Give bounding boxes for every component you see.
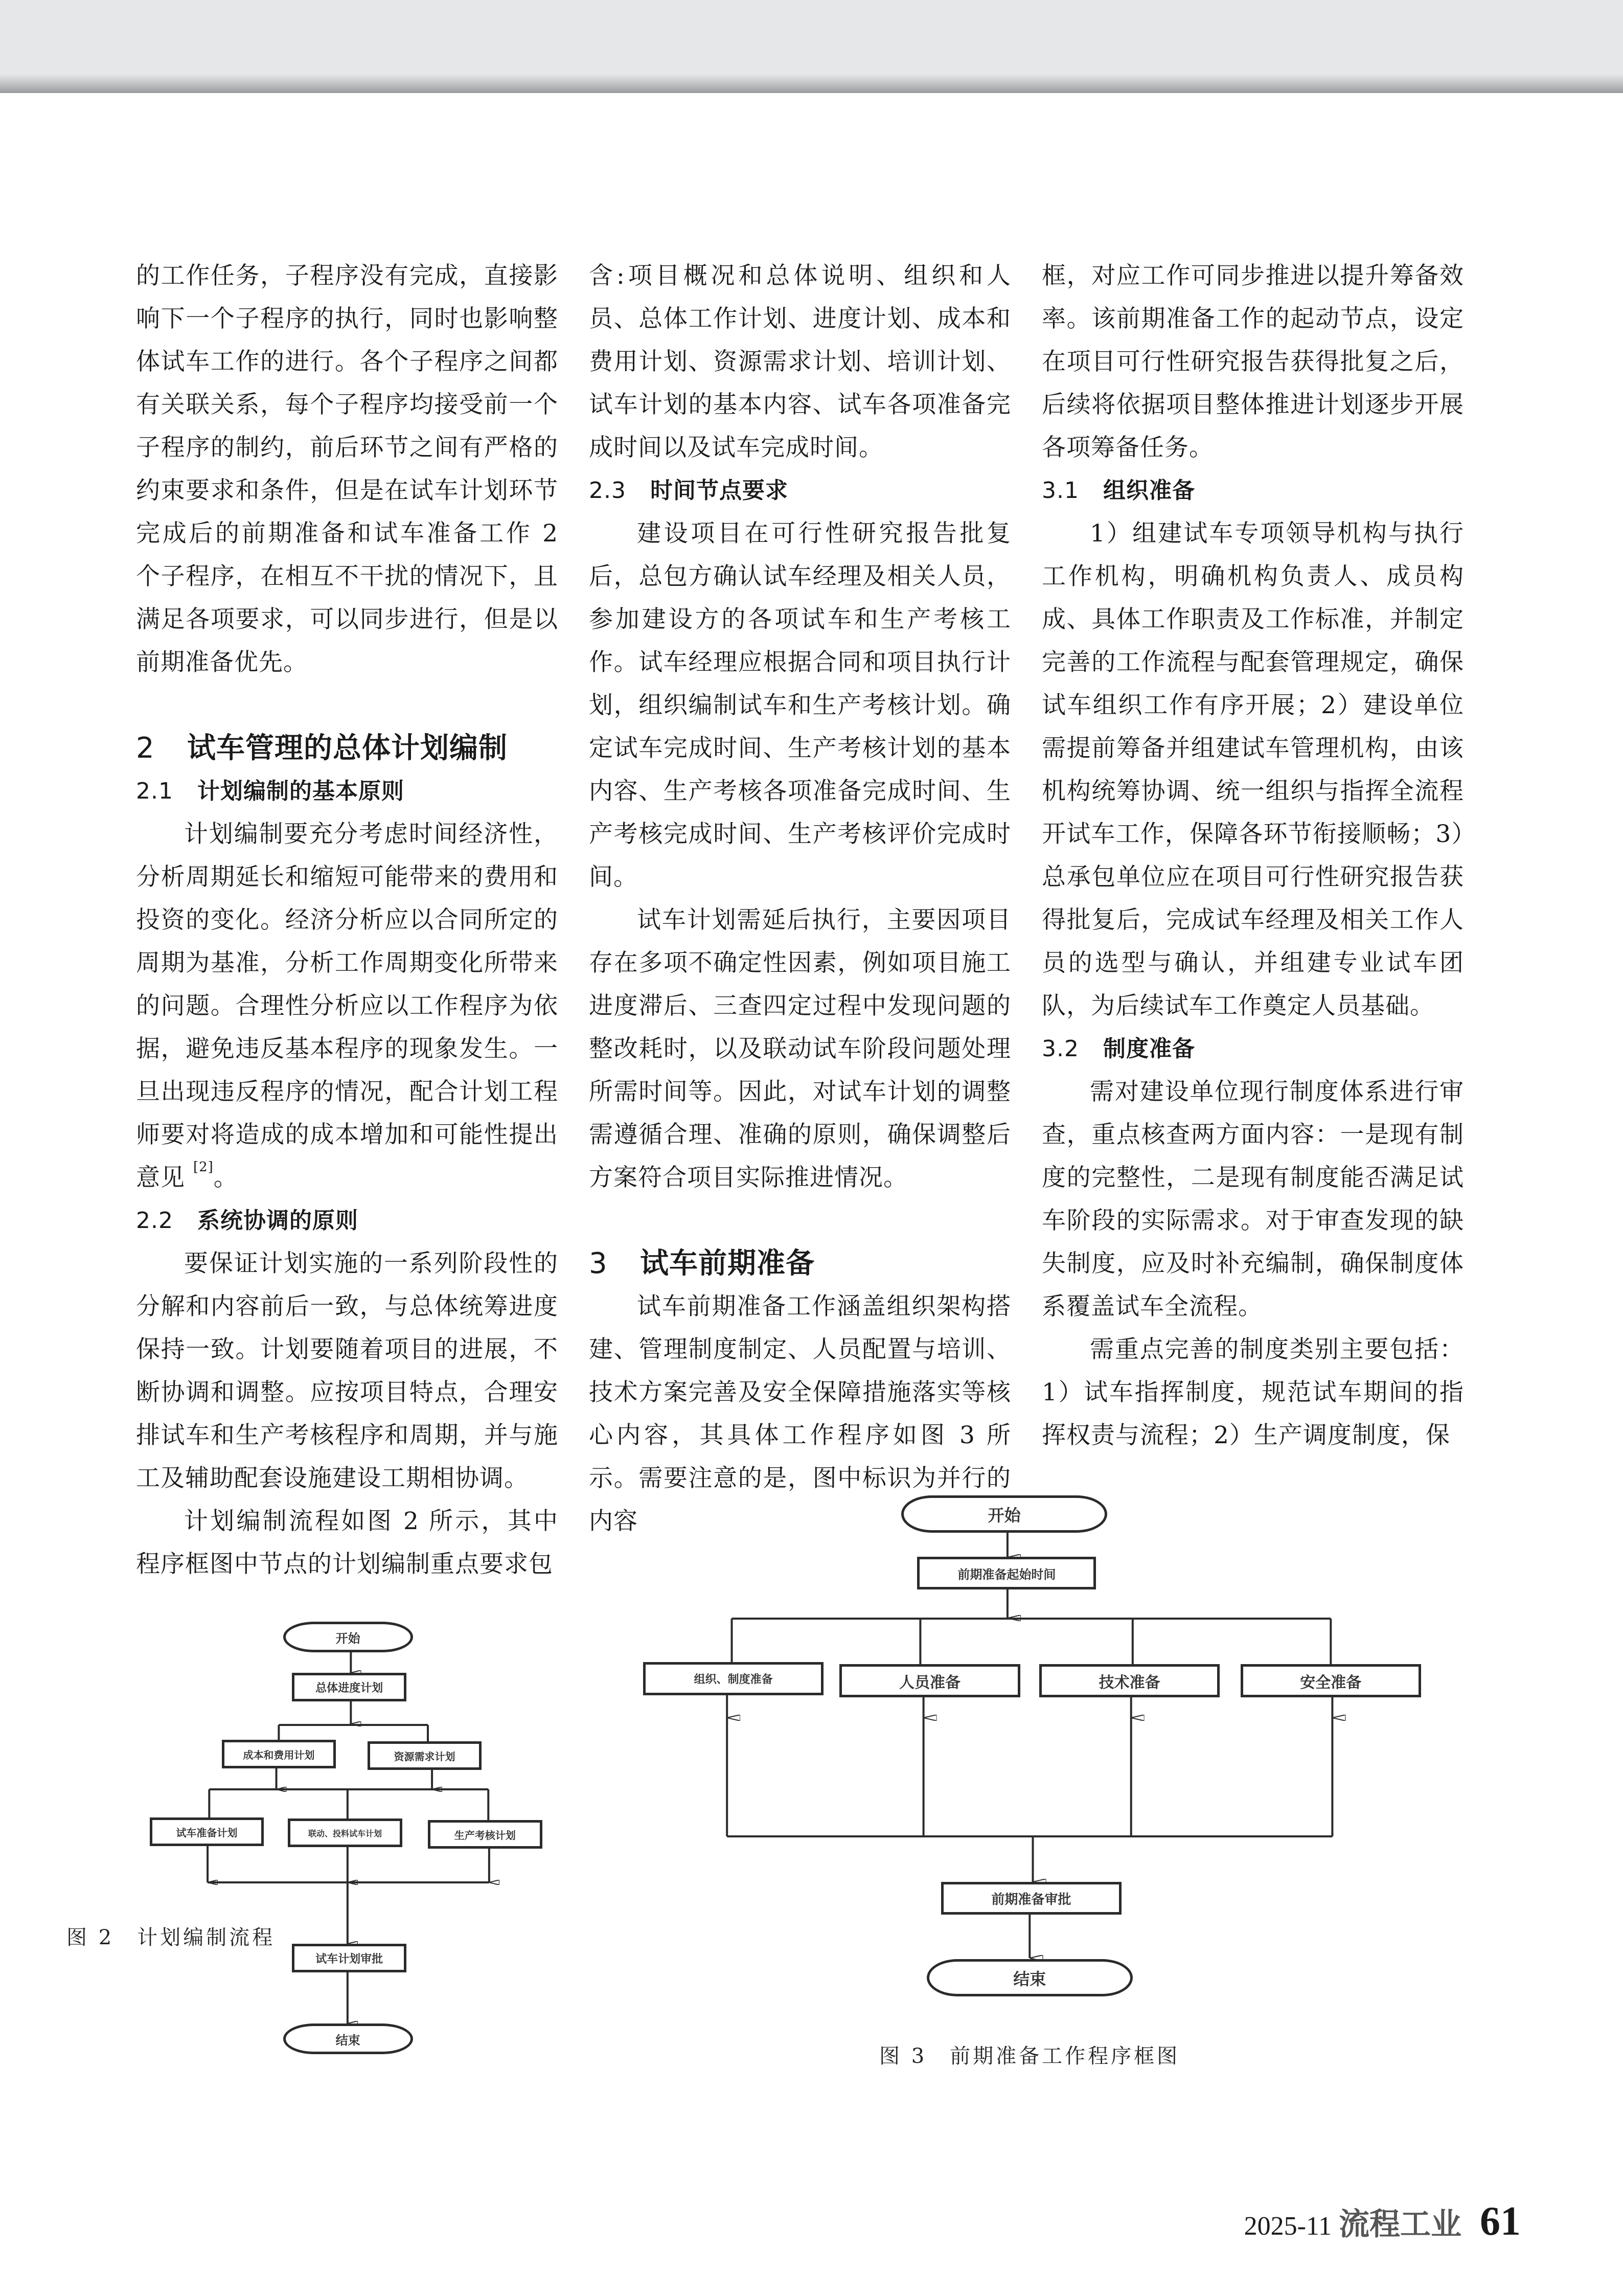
paragraph: 计划编制要充分考虑时间经济性，分析周期延长和缩短可能带来的费用和投资的变化。经济分析应以合同所定的周期为基准，分析工作周期变化所带来的问题。合理性分析应以工作程序为依据，避免违反基本程序的现象发生。一旦出现违反程序的情况，配合计划工程师要对将造成的成本增加和可能性提出意见 [2]。	[136, 820, 558, 1192]
node-tech-prep: 技术准备	[1039, 1664, 1220, 1697]
node-staff-prep: 人员准备	[839, 1664, 1020, 1697]
magazine-name: 流程工业	[1339, 2208, 1461, 2241]
subsection-heading-2-1: 2.1 计划编制的基本原则	[136, 778, 404, 804]
node-start: 开始	[901, 1495, 1107, 1533]
section-heading-3: 3 试车前期准备	[589, 1247, 815, 1280]
node-linkage-plan: 联动、投料试车计划	[288, 1818, 402, 1847]
subsection-heading-2-3: 2.3 时间节点要求	[589, 478, 788, 504]
page-number: 61	[1480, 2199, 1521, 2244]
page-footer	[1244, 2198, 1521, 2245]
paragraph: 计划编制流程如图 2 所示，其中程序框图中节点的计划编制重点要求包	[136, 1507, 558, 1578]
node-cost-plan: 成本和费用计划	[222, 1740, 336, 1768]
node-prep-plan: 试车准备计划	[150, 1817, 264, 1846]
paragraph: 要保证计划实施的一系列阶段性的分解和内容前后一致，与总体统筹进度保持一致。计划要随着项目的进展，不断协调和调整。应按项目特点，合理安排试车和生产考核程序和周期，并与施工及辅助配套设施建设工期相协调。	[136, 1249, 558, 1492]
subsection-heading-3-1: 3.1 组织准备	[1042, 478, 1195, 504]
node-production-plan: 生产考核计划	[428, 1820, 542, 1849]
paragraph: 试车前期准备工作涵盖组织架构搭建、管理制度制定、人员配置与培训、技术方案完善及安全保障措施落实等核心内容，其具体工作程序如图 3 所示。需要注意的是，图中标识为并行的内容	[589, 1292, 1011, 1535]
node-resource-plan: 资源需求计划	[368, 1741, 482, 1770]
node-org-prep: 组织、制度准备	[643, 1662, 824, 1695]
issue-date: 2025-11	[1244, 2212, 1332, 2241]
figure-2-flowchart	[66, 1610, 578, 2122]
text-column-3	[1042, 255, 1464, 1457]
paragraph: 含:项目概况和总体说明、组织和人员、总体工作计划、进度计划、成本和费用计划、资源需求计划、培训计划、试车计划的基本内容、试车各项准备完成时间以及试车完成时间。	[589, 262, 1011, 462]
subsection-heading-2-2: 2.2 系统协调的原则	[136, 1208, 358, 1234]
node-safety-prep: 安全准备	[1241, 1664, 1421, 1697]
paragraph: 框，对应工作可同步推进以提升筹备效率。该前期准备工作的起动节点，设定在项目可行性研究报告获得批复之后，后续将依据项目整体推进计划逐步开展各项筹备任务。	[1042, 262, 1464, 462]
text-column-1	[136, 255, 558, 1586]
text-column-2	[589, 255, 1011, 1543]
figure-2-caption: 图 2 计划编制流程	[66, 1926, 276, 1949]
paragraph: 1）组建试车专项领导机构与执行工作机构，明确机构负责人、成员构成、具体工作职责及工作标准，并制定完善的工作流程与配套管理规定，确保试车组织工作有序开展；2）建设单位需提前筹备并组建试车管理机构，由该机构统筹协调、统一组织与指挥全流程开试车工作，保障各环节衔接顺畅；3）总承包单位应在项目可行性研究报告获得批复后，完成试车经理及相关工作人员的选型与确认，并组建专业试车团队，为后续试车工作奠定人员基础。	[1042, 519, 1464, 1020]
node-master-schedule: 总体进度计划	[292, 1673, 406, 1701]
node-end: 结束	[283, 2024, 413, 2054]
node-approval: 试车计划审批	[292, 1944, 406, 1972]
subsection-heading-3-2: 3.2 制度准备	[1042, 1036, 1195, 1062]
paragraph: 建设项目在可行性研究报告批复后，总包方确认试车经理及相关人员，参加建设方的各项试车和生产考核工作。试车经理应根据合同和项目执行计划，组织编制试车和生产考核计划。确定试车完成时间、生产考核计划的基本内容、生产考核各项准备完成时间、生产考核完成时间、生产考核评价完成时间。	[589, 519, 1011, 891]
node-approval: 前期准备审批	[941, 1882, 1122, 1915]
citation-ref[interactable]: [2]	[193, 1160, 214, 1175]
header-band	[0, 0, 1623, 93]
paragraph: 试车计划需延后执行，主要因项目存在多项不确定性因素，例如项目施工进度滞后、三查四定过程中发现问题的整改耗时，以及联动试车阶段问题处理所需时间等。因此，对试车计划的调整需遵循合理、准确的原则，确保调整后方案符合项目实际推进情况。	[589, 906, 1011, 1192]
paragraph: 需重点完善的制度类别主要包括：1）试车指挥制度，规范试车期间的指挥权责与流程；2）生产调度制度，保	[1042, 1335, 1464, 1449]
node-start: 开始	[283, 1622, 413, 1652]
figure-3-caption: 图 3 前期准备工作程序框图	[879, 2044, 1180, 2068]
node-start-time: 前期准备起始时间	[917, 1557, 1096, 1589]
paragraph: 的工作任务，子程序没有完成，直接影响下一个子程序的执行，同时也影响整体试车工作的进行。各个子程序之间都有关联关系，每个子程序均接受前一个子程序的制约，前后环节之间有严格的约束要求和条件，但是在试车计划环节完成后的前期准备和试车准备工作 2 个子程序，在相互不干扰的情况下，且满足各项要求，可以同步进行，但是以前期准备优先。	[136, 262, 558, 676]
node-end: 结束	[927, 1959, 1133, 1996]
paragraph: 需对建设单位现行制度体系进行审查，重点核查两方面内容：一是现有制度的完整性，二是现有制度能否满足试车阶段的实际需求。对于审查发现的缺失制度，应及时补充编制，确保制度体系覆盖试车全流程。	[1042, 1078, 1464, 1321]
section-heading-2: 2 试车管理的总体计划编制	[136, 732, 508, 765]
